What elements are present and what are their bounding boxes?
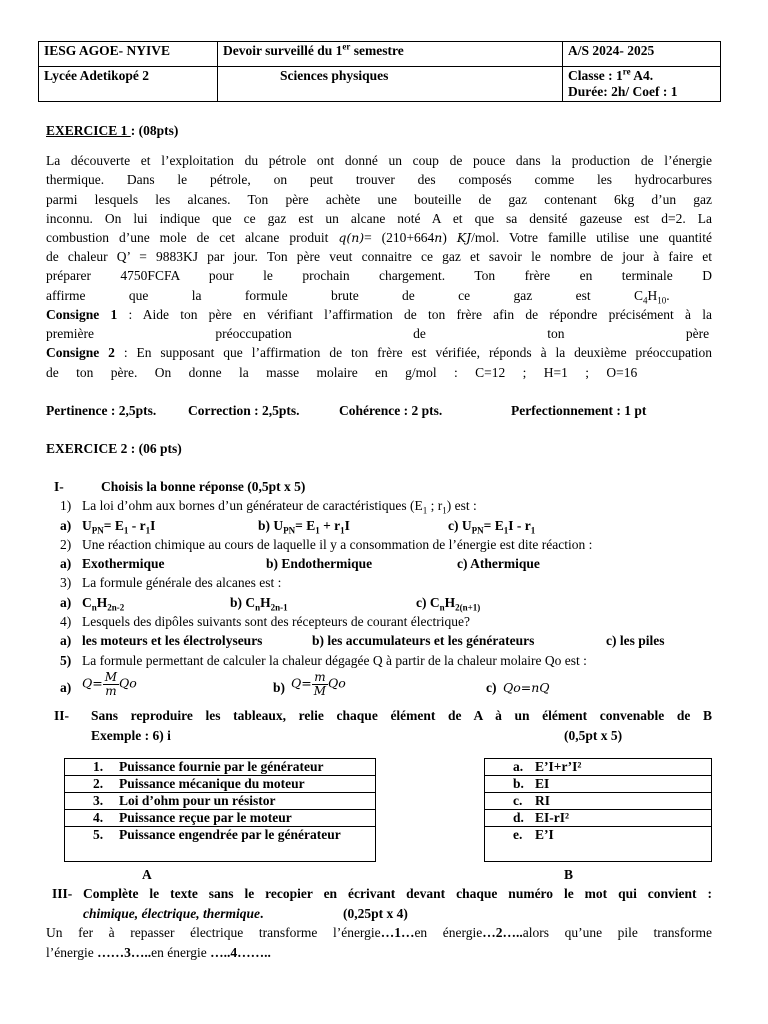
criteria-coherence: Cohérence : 2 pts. xyxy=(339,403,443,418)
ex1-line-7: préparer 4750FCFA pour le prochain chargement. Ton frère en terminale D xyxy=(46,268,712,283)
class-info: Classe : 1re A4. xyxy=(568,66,654,83)
q2-text: Une réaction chimique au cours de laquelle il y a consommation de l’énergie est dite réaction : xyxy=(82,537,593,552)
part3-line-2: l’énergie ……3…..en énergie …..4…….. xyxy=(46,945,271,960)
part2-number: II- xyxy=(54,708,70,723)
part1-number: I- xyxy=(54,479,64,494)
q3-number: 3) xyxy=(60,575,72,590)
ex1-line-1: La découverte et l’exploitation du pétrole ont donné un coup de pouce dans la production de l’énergie xyxy=(46,153,712,168)
table-b-label: B xyxy=(564,867,574,882)
q5-option-b: Q= $\frac{m}{M}$ Qo xyxy=(291,670,346,698)
consigne-1: Consigne 1 : Aide ton père en vérifiant l’affirmation de ton frère afin de répondre précisément à la xyxy=(46,307,713,322)
table-b-row: c. RI xyxy=(485,793,712,810)
q5-option-a: Q= $\frac{M}{m}$ Qo xyxy=(82,670,137,698)
q3-text: La formule générale des alcanes est : xyxy=(82,575,282,590)
q2-option-a: Exothermique xyxy=(82,556,165,571)
school-year: A/S 2024- 2025 xyxy=(563,42,721,67)
table-b xyxy=(484,758,712,862)
part2-title: Sans reproduire les tableaux, relie chaque élément de A à un élément convenable de B xyxy=(91,708,712,723)
q5-text: La formule permettant de calculer la chaleur dégagée Q à partir de la chaleur molaire Qo est : xyxy=(82,653,587,668)
q4-option-b: b) les accumulateurs et les générateurs xyxy=(312,633,535,648)
table-a-row: 1. Puissance fournie par le générateur xyxy=(65,759,376,776)
q2-label-a: a) xyxy=(60,556,72,571)
criteria-perfectionnement: Perfectionnement : 1 pt xyxy=(511,403,647,418)
q2-number: 2) xyxy=(60,537,72,552)
q1-number: 1) xyxy=(60,498,72,513)
table-a-label: A xyxy=(142,867,152,882)
q4-label-a: a) xyxy=(60,633,72,648)
table-b-row: a. E’I+r’I² xyxy=(485,759,712,776)
table-b-row: d. EI-rI² xyxy=(485,810,712,827)
header-table xyxy=(38,41,721,102)
part1-title: Choisis la bonne réponse (0,5pt x 5) xyxy=(101,479,306,494)
q3-option-a: $C_nH_{2n-2}$ xyxy=(82,595,125,613)
ex1-line-2: thermique. Dans le pétrole, on peut trouver des composés comme les hydrocarbures xyxy=(46,172,712,187)
school-name: IESG AGOE- NYIVE xyxy=(39,42,218,67)
ex2-title: EXERCICE 2 : (06 pts) xyxy=(46,441,182,456)
q1-label-a: a) xyxy=(60,518,72,533)
class-duration xyxy=(563,67,721,102)
ex1-line-4: inconnu. On lui indique que ce gaz est un alcane noté A et que sa densité gazeuse est d=2. La xyxy=(46,211,712,226)
q1-text: La loi d’ohm aux bornes d’un générateur de caractéristiques ($E_1$ ; $r_1$) est : xyxy=(82,498,477,516)
table-a xyxy=(64,758,376,862)
q1-option-c: c) $U_{PN}= E_1I - r_1$ xyxy=(448,518,536,536)
ex1-line-3: parmi lesquels les alcanes. Ton père achète une bouteille de gaz contenant 6kg d’un gaz xyxy=(46,192,712,207)
q3-option-c: c) $C_nH_{2(n+1)}$ xyxy=(416,595,481,613)
q1-option-a: $U_{PN}= E_1 - r_1I$ xyxy=(82,518,156,536)
q4-text: Lesquels des dipôles suivants sont des récepteurs de courant électrique? xyxy=(82,614,470,629)
table-a-row: 4. Puissance reçue par le moteur xyxy=(65,810,376,827)
ex1-line-5: combustion d’une mole de cet alcane produit q(n)= (210+664n) KJ/mol. Votre famille utilise une quantité xyxy=(46,230,712,245)
ex1-line-8: affirme que la formule brute de ce gaz est $C_4H_{10}$. xyxy=(46,288,670,306)
exam-title: Devoir surveillé du 1er semestre xyxy=(218,42,563,67)
ex1-title: EXERCICE 1 : (08pts) xyxy=(46,123,179,138)
q4-number: 4) xyxy=(60,614,72,629)
q3-option-b: b) $C_nH_{2n-1}$ xyxy=(230,595,288,613)
subject: Sciences physiques xyxy=(218,67,563,102)
table-a-row: 5. Puissance engendrée par le générateur xyxy=(65,827,376,862)
q4-option-a: les moteurs et les électrolyseurs xyxy=(82,633,263,648)
part3-title: Complète le texte sans le recopier en écrivant devant chaque numéro le mot qui convient : xyxy=(83,886,712,901)
part3-points: (0,25pt x 4) xyxy=(343,906,408,921)
consigne-2: Consigne 2 : En supposant que l’affirmation de ton frère est vérifiée, réponds à la deuxième préoccupation xyxy=(46,345,712,360)
part3-number: III- xyxy=(52,886,73,901)
part3-line-1: Un fer à repasser électrique transforme l’énergie…1…en énergie…2…..alors qu’une pile transforme xyxy=(46,925,712,940)
q5-label-a: a) xyxy=(60,680,72,695)
lycee-name: Lycée Adetikopé 2 xyxy=(39,67,218,102)
q5-label-c: c) xyxy=(486,680,497,695)
q5-option-c: Qo=nQ xyxy=(503,680,550,695)
table-b-row: e. E’I xyxy=(485,827,712,862)
q3-label-a: a) xyxy=(60,595,72,610)
q2-option-b: b) Endothermique xyxy=(266,556,373,571)
table-a-row: 3. Loi d’ohm pour un résistor xyxy=(65,793,376,810)
table-b-row: b. EI xyxy=(485,776,712,793)
ex1-line-6: de chaleur Q’ = 9883KJ par jour. Ton père veut connaitre ce gaz et savoir le nombre de jour à faire et xyxy=(46,249,712,264)
part2-example: Exemple : 6) i xyxy=(91,728,171,743)
criteria-correction: Correction : 2,5pts. xyxy=(188,403,300,418)
consigne-2-line-2: de ton père. On donne la masse molaire en g/mol : C=12 ; H=1 ; O=16 xyxy=(46,365,638,380)
q2-option-c: c) Athermique xyxy=(457,556,540,571)
q5-number: 5) xyxy=(60,653,72,668)
table-a-row: 2. Puissance mécanique du moteur xyxy=(65,776,376,793)
part2-points: (0,5pt x 5) xyxy=(564,728,623,743)
q1-option-b: b) $U_{PN}= E_1 + r_1I$ xyxy=(258,518,350,536)
q5-label-b: b) xyxy=(273,680,286,695)
part3-words: chimique, électrique, thermique. xyxy=(83,906,264,921)
q4-option-c: c) les piles xyxy=(606,633,665,648)
consigne-1-line-2: première préoccupation de ton père xyxy=(46,326,710,341)
duration-info: Durée: 2h/ Coef : 1 xyxy=(568,84,678,99)
criteria-pertinence: Pertinence : 2,5pts. xyxy=(46,403,157,418)
